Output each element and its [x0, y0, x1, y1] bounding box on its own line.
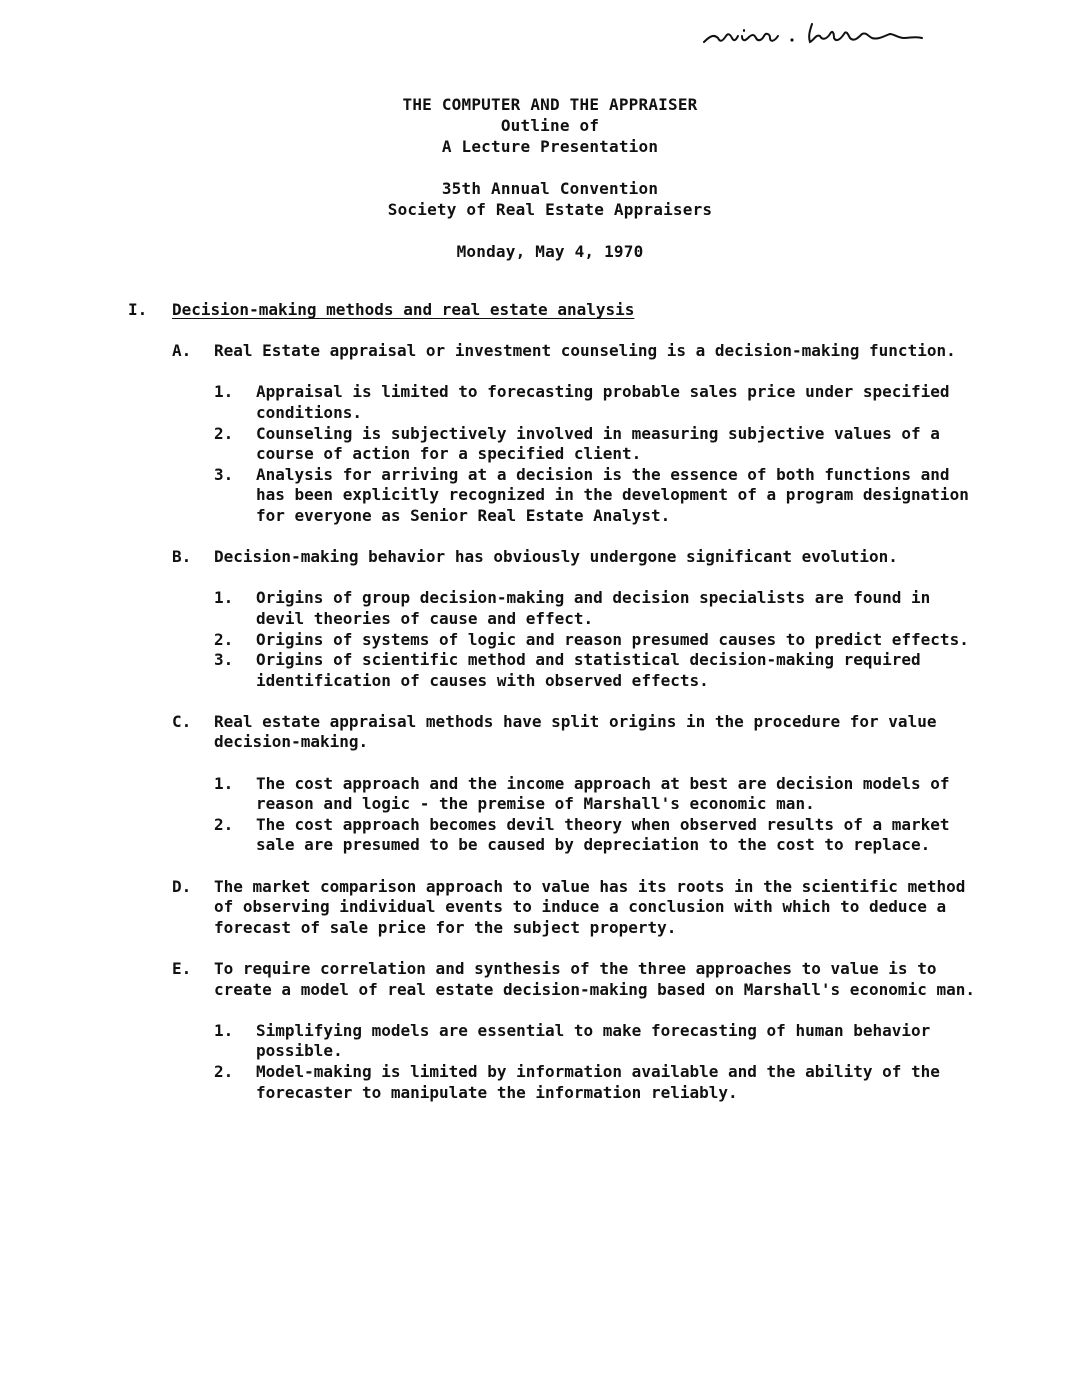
section-heading — [128, 300, 988, 321]
subitem-text: Appraisal is limited to forecasting probable sales price under specified conditions. — [256, 382, 950, 422]
event-line: 35th Annual Convention — [441, 179, 659, 198]
item-text: Real estate appraisal methods have split origins in the procedure for value decision-making. — [214, 711, 937, 752]
subitem-number: 2. — [214, 814, 234, 834]
handwritten-annotation — [700, 16, 940, 50]
subitem-number: 1. — [214, 588, 234, 608]
item-letter: C. — [172, 711, 192, 731]
subitem-text: The cost approach and the income approach at best are decision models of reason and logic - the premise of Marshall's economic man. — [256, 773, 950, 814]
item-letter: D. — [172, 876, 192, 896]
subitem-number: 1. — [214, 773, 234, 793]
outline-item — [172, 547, 988, 691]
item-letter: A. — [172, 341, 192, 361]
outline-item — [172, 959, 988, 1103]
subitem-text: Model-making is limited by information available and the ability of the forecaster to manipulate the information reliably. — [256, 1061, 940, 1102]
subitem-text: Origins of systems of logic and reason presumed causes to predict effects. — [256, 629, 969, 649]
subitem-number: 2. — [214, 629, 234, 649]
title-line: THE COMPUTER AND THE APPRAISER — [402, 95, 698, 114]
subitem-number: 1. — [214, 382, 234, 402]
outline-item — [172, 712, 988, 856]
subitem-number: 3. — [214, 464, 234, 484]
outline-section — [128, 300, 988, 1103]
subitem-text: Origins of scientific method and statistical decision-making required identification of causes with observed effects. — [256, 650, 921, 690]
subtitle-line: Outline of — [500, 116, 600, 135]
item-letter: B. — [172, 547, 192, 567]
document-header — [230, 94, 870, 262]
section-title: Decision-making methods and real estate analysis — [172, 300, 635, 319]
subitem-text: Counseling is subjectively involved in measuring subjective values of a course of action for a specified client. — [256, 423, 940, 464]
date-line: Monday, May 4, 1970 — [456, 242, 644, 261]
subitem-text: Origins of group decision-making and decision specialists are found in devil theories of cause and effect. — [256, 588, 931, 628]
subitem-number: 1. — [214, 1020, 234, 1040]
item-letter: E. — [172, 959, 192, 978]
item-text: Real Estate appraisal or investment counseling is a decision-making function. — [214, 341, 956, 361]
subtitle-line: A Lecture Presentation — [441, 137, 659, 156]
item-text: The market comparison approach to value has its roots in the scientific method of observing individual events to induce a conclusion with which to deduce a forecast of sale price for the subject property. — [214, 876, 966, 937]
outline-item — [172, 877, 988, 939]
subitem-text: Analysis for arriving at a decision is the essence of both functions and has been explicitly recognized in the development of a program designation for everyone as Senior Real Estate Analyst. — [256, 464, 969, 525]
outline-item — [172, 341, 988, 526]
subitem-number: 2. — [214, 1061, 234, 1081]
subitem-text: The cost approach becomes devil theory when observed results of a market sale are presumed to be caused by depreciation to the cost to replace. — [256, 814, 950, 855]
subitem-number: 2. — [214, 423, 234, 443]
item-text: To require correlation and synthesis of the three approaches to value is to create a model of real estate decision-making based on Marshall's economic man. — [214, 959, 975, 999]
item-text: Decision-making behavior has obviously undergone significant evolution. — [214, 547, 898, 567]
section-number: I. — [128, 300, 148, 319]
subitem-text: Simplifying models are essential to make forecasting of human behavior possible. — [256, 1020, 931, 1061]
subitem-number: 3. — [214, 650, 234, 670]
organization-line: Society of Real Estate Appraisers — [387, 200, 713, 219]
